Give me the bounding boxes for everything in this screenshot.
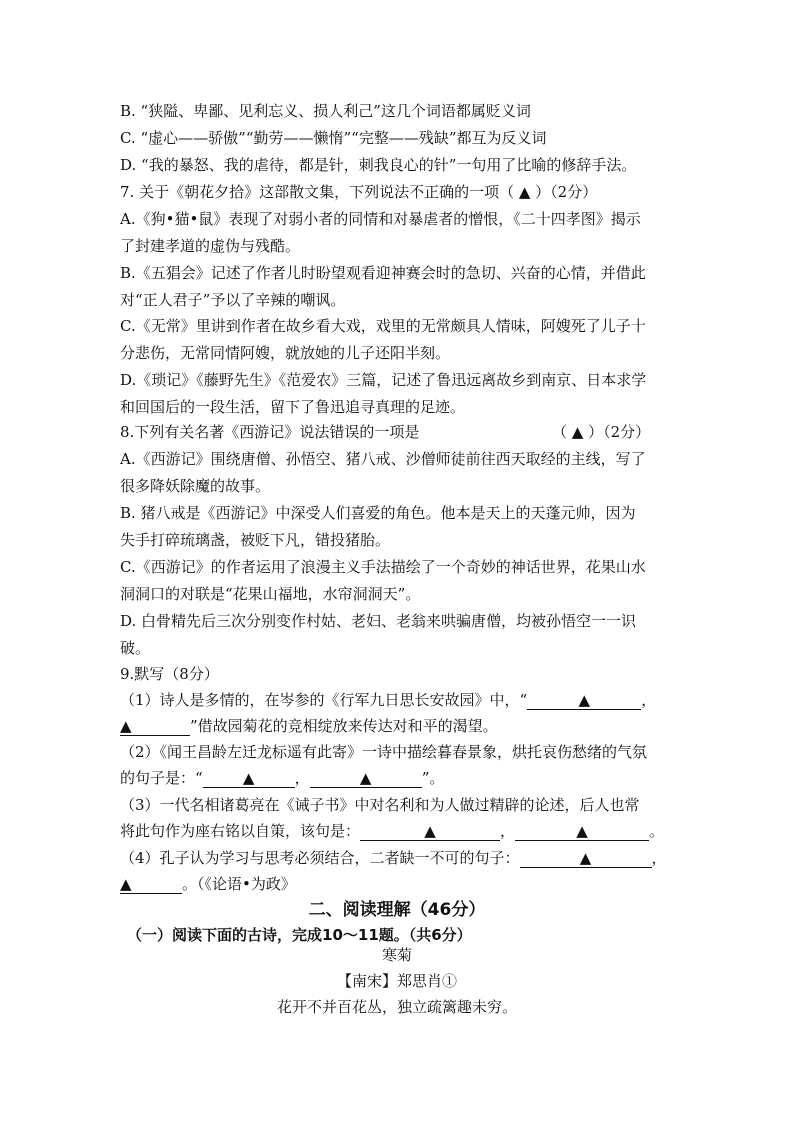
q7-option-c-line2: 分悲伤，无常同情阿嫂，就放她的儿子还阳半刻。 [120, 344, 451, 362]
q9-1-text-end: ”借故园菊花的竞相绽放来传达对和平的渴望。 [190, 717, 498, 735]
q7-option-d-line2: 和回国后的一段生活，留下了鲁迅追寻真理的足迹。 [120, 398, 466, 416]
q8-option-a-line1: A.《西游记》围绕唐僧、孙悟空、猪八戒、沙僧师徒前往西天取经的主线，写了 [120, 450, 646, 468]
poem-title: 寒菊 [381, 946, 412, 964]
q7-option-b-line1: B.《五猖会》记述了作者儿时盼望观看迎神赛会时的急切、兴奋的心情，并借此 [120, 264, 646, 282]
q9-4-line2: ▲ 。（《论语•为政》 [120, 875, 296, 893]
q7-stem: 7. 关于《朝花夕拾》这部散文集，下列说法不正确的一项（ ▲ ）（2分） [120, 183, 598, 201]
q7-option-b-line2: 对“正人君子”予以了辛辣的嘲讽。 [120, 291, 346, 309]
q9-1-line1: （1）诗人是多情的，在岑参的《行军九日思长安故园》中，“ ▲ ， [120, 691, 657, 709]
poem-author: 【南宋】郑思肖① [336, 972, 457, 990]
section-title: 二、阅读理解（46分） [308, 900, 486, 920]
subsection-title: （一）阅读下面的古诗，完成10～11题。（共6分） [127, 926, 472, 944]
q9-2-line1: （2）《闻王昌龄左迁龙标遥有此寄》一诗中描绘暮春景象，烘托哀伤愁绪的气氛 [120, 743, 648, 761]
q8-answer-mark: （ ▲ ）（2分） [552, 423, 651, 441]
q8-option-d-line2: 破。 [120, 639, 151, 657]
q6-option-b: B. “狭隘、卑鄙、见利忘义、损人利己”这几个词语都属贬义词 [120, 102, 531, 120]
q8-stem-text: 8.下列有关名著《西游记》说法错误的一项是 [120, 423, 420, 441]
q8-option-c-line1: C.《西游记》的作者运用了浪漫主义手法描绘了一个奇妙的神话世界，花果山水 [120, 558, 646, 576]
q8-option-d-line1: D. 白骨精先后三次分别变作村姑、老妇、老翁来哄骗唐僧，均被孙悟空一一识 [120, 612, 637, 630]
answer-blank[interactable]: ▲ [527, 691, 641, 710]
q9-3-line2: 将此句作为座右铭以自策，该句是： ▲ ， ▲ 。 [120, 822, 665, 840]
q9-1-line2 [120, 716, 680, 736]
q9-2-line2: 的句子是：“ ▲ ， ▲ ”。 [120, 769, 445, 787]
q8-option-b-line1: B. 猪八戒是《西游记》中深受人们喜爱的角色。他本是天上的天蓬元帅，因为 [120, 504, 636, 522]
answer-blank[interactable]: ▲ [310, 769, 422, 788]
poem-line: 花开不并百花丛，独立疏篱趣未穷。 [276, 998, 517, 1016]
q6-option-c: C. “虚心——骄傲”“勤劳——懒惰”“完整——残缺”都互为反义词 [120, 129, 547, 147]
answer-blank[interactable]: ▲ [203, 769, 295, 788]
q9-3-line1: （3）一代名相诸葛亮在《诫子书》中对名利和为人做过精辟的论述，后人也常 [120, 796, 640, 814]
answer-blank[interactable]: ▲ [360, 822, 500, 841]
q9-4-line1: （4）孔子认为学习与思考必须结合，二者缺一不可的句子： ▲ ， [120, 849, 667, 867]
q8-stem [120, 422, 680, 442]
q7-option-d-line1: D.《琐记》《藤野先生》《范爱农》三篇，记述了鲁迅远离故乡到南京、日本求学 [120, 371, 647, 389]
answer-blank[interactable]: ▲ [520, 849, 652, 868]
q8-option-c-line2: 洞洞口的对联是“花果山福地，水帘洞洞天”。 [120, 585, 421, 603]
q9-stem: 9.默写（8分） [120, 665, 219, 683]
q8-option-a-line2: 很多降妖除魔的故事。 [120, 477, 271, 495]
q7-option-c-line1: C.《无常》里讲到作者在故乡看大戏，戏里的无常颇具人情味，阿嫂死了儿子十 [120, 317, 646, 335]
q8-option-b-line2: 失手打碎琉璃盏，被贬下凡，错投猪胎。 [120, 531, 391, 549]
answer-blank[interactable]: ▲ [120, 717, 190, 736]
q9-1-text: （1）诗人是多情的，在岑参的《行军九日思长安故园》中，“ [120, 691, 528, 709]
q6-option-d: D. “我的暴怒、我的虐待，都是针，刺我良心的针”一句用了比喻的修辞手法。 [120, 156, 637, 174]
answer-blank[interactable]: ▲ [120, 875, 182, 894]
q7-option-a-line2: 了封建孝道的虚伪与残酷。 [120, 237, 301, 255]
answer-blank[interactable]: ▲ [515, 822, 649, 841]
q7-option-a-line1: A.《狗•猫•鼠》表现了对弱小者的同情和对暴虐者的憎恨，《二十四孝图》揭示 [120, 210, 641, 228]
